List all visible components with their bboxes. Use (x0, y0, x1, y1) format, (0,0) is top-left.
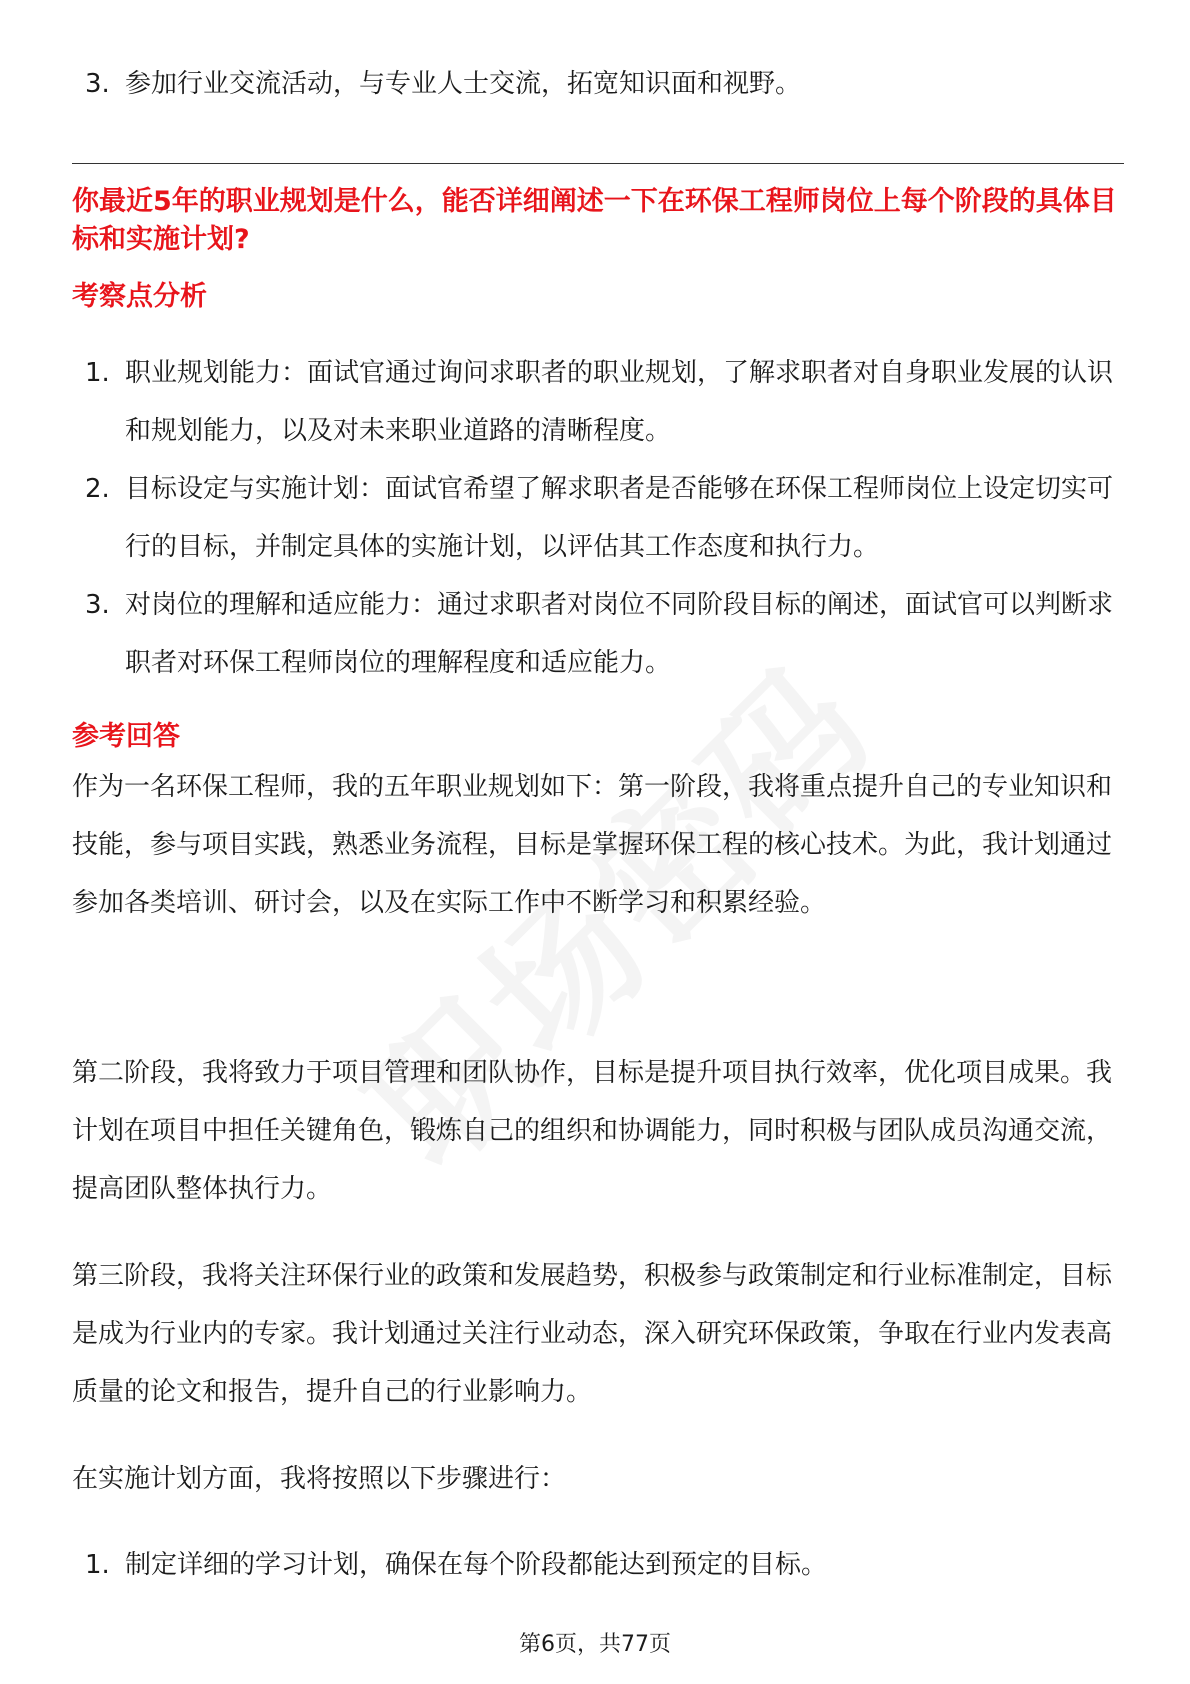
list-text: 参加行业交流活动，与专业人士交流，拓宽知识面和视野。 (125, 69, 802, 99)
analysis-list (72, 344, 1124, 692)
answer-paragraph: 第三阶段，我将关注环保行业的政策和发展趋势，积极参与政策制定和行业标准制定，目标是成为行业内的专家。我计划通过关注行业动态，深入研究环保政策，争取在行业内发表高质量的论文和报告，提升自己的行业影响力。 (72, 1261, 1113, 1407)
list-number: 1. (85, 358, 110, 388)
list-item (72, 55, 1124, 113)
list-item (72, 576, 1124, 692)
list-text: 目标设定与实施计划：面试官希望了解求职者是否能够在环保工程师岗位上设定切实可行的目标，并制定具体的实施计划，以评估其工作态度和执行力。 (125, 474, 1114, 562)
answer-paragraph: 在实施计划方面，我将按照以下步骤进行： (72, 1464, 567, 1494)
list-item (72, 1536, 1124, 1594)
section-divider (72, 163, 1124, 164)
analysis-heading: 考察点分析 (72, 281, 207, 312)
list-number: 2. (85, 474, 110, 504)
page-footer: 第6页，共77页 (519, 1632, 671, 1657)
answer-paragraph: 作为一名环保工程师，我的五年职业规划如下：第一阶段，我将重点提升自己的专业知识和技能，参与项目实践，熟悉业务流程，目标是掌握环保工程的核心技术。为此，我计划通过参加各类培训、研讨会，以及在实际工作中不断学习和积累经验。 (72, 772, 1113, 918)
list-text: 制定详细的学习计划，确保在每个阶段都能达到预定的目标。 (125, 1550, 828, 1580)
list-text: 职业规划能力：面试官通过询问求职者的职业规划，了解求职者对自身职业发展的认识和规划能力，以及对未来职业道路的清晰程度。 (125, 358, 1114, 446)
list-item (72, 344, 1124, 460)
question-title: 你最近5年的职业规划是什么，能否详细阐述一下在环保工程师岗位上每个阶段的具体目标和实施计划? (72, 186, 1117, 255)
document-page (72, 0, 1124, 1684)
answer-paragraph: 第二阶段，我将致力于项目管理和团队协作，目标是提升项目执行效率，优化项目成果。我计划在项目中担任关键角色，锻炼自己的组织和协调能力，同时积极与团队成员沟通交流，提高团队整体执行力。 (72, 1058, 1113, 1204)
list-text: 对岗位的理解和适应能力：通过求职者对岗位不同阶段目标的阐述，面试官可以判断求职者对环保工程师岗位的理解程度和适应能力。 (125, 590, 1114, 678)
list-item (72, 460, 1124, 576)
list-number: 1. (85, 1550, 110, 1580)
answer-heading: 参考回答 (72, 721, 180, 752)
list-number: 3. (85, 69, 110, 99)
previous-list (72, 55, 1124, 113)
steps-list (72, 1536, 1124, 1594)
list-number: 3. (85, 590, 110, 620)
